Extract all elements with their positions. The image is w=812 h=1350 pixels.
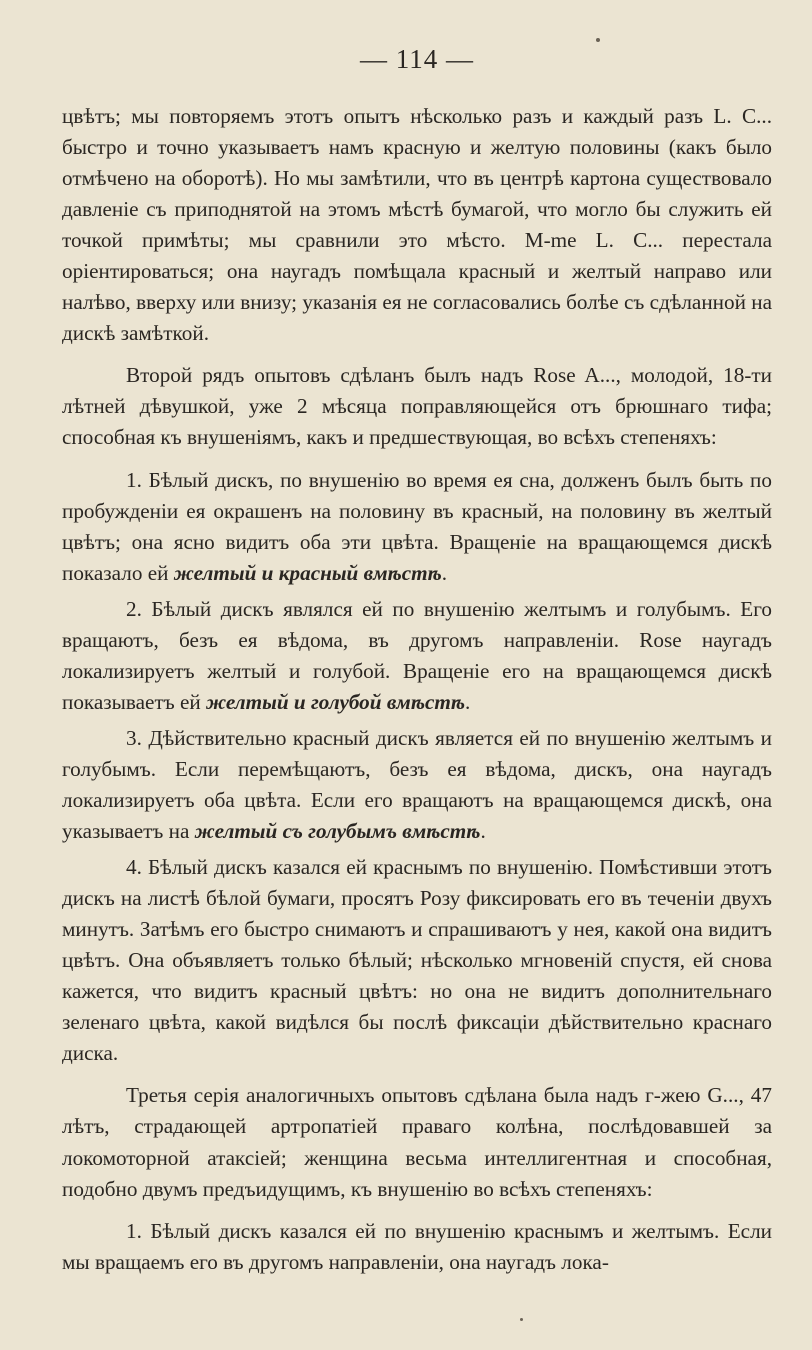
body-text	[62, 101, 772, 1278]
text-run: Второй рядъ опытовъ сдѣланъ былъ надъ Rose A..., молодой, 18-ти лѣтней дѣвушкой, уже 2 мѣсяца поправляющейся отъ брюшнаго тифа; способная къ внушеніямъ, какъ и предшествующая, во всѣхъ степеняхъ:	[62, 363, 772, 450]
emphasis-text: желтый и красный вмѣстѣ	[173, 560, 442, 585]
emphasis-text: желтый и голубой вмѣстѣ	[206, 689, 465, 714]
paragraph	[62, 360, 772, 453]
paragraph	[62, 1080, 772, 1204]
text-run: .	[464, 689, 471, 714]
page-number: — 114 —	[360, 44, 474, 74]
emphasis-text: желтый съ голубымъ вмѣстѣ	[194, 819, 481, 844]
print-speck	[520, 1318, 523, 1321]
text-run: 4. Бѣлый дискъ казался ей краснымъ по внушенію. Помѣстивши этотъ дискъ на листѣ бѣлой бумаги, просятъ Розу фиксировать его въ теченіи двухъ минутъ. Затѣмъ его быстро снимаютъ и спрашиваютъ у нея, какой она видитъ цвѣтъ. Она объявляетъ только бѣлый; нѣсколько мгновеній спустя, ей снова кажется, что видитъ красный цвѣтъ: но она не видитъ дополнительнаго зеленаго цвѣта, какой видѣлся бы послѣ фиксаціи дѣйствительно краснаго диска.	[62, 855, 772, 1066]
text-run: .	[441, 560, 448, 585]
paragraph	[62, 101, 772, 349]
text-run: Третья серія аналогичныхъ опытовъ сдѣлана была надъ г-жею G..., 47 лѣтъ, страдающей артропатіей праваго колѣна, послѣдовавшей за локомоторной атаксіей; женщина весьма интеллигентная и способная, подобно двумъ предъидущимъ, къ внушенію во всѣхъ степеняхъ:	[62, 1083, 772, 1201]
text-run: цвѣтъ; мы повторяемъ этотъ опытъ нѣсколько разъ и каждый разъ L. C... быстро и точно указываетъ намъ красную и желтую половины (какъ было отмѣчено на оборотѣ). Но мы замѣтили, что въ центрѣ картона существовало давленіе съ приподнятой на этомъ мѣстѣ бумагой, что могло бы служить ей точкой примѣты; мы сравнили это мѣсто. M-me L. C... перестала оріентироваться; она наугадъ помѣщала красный и желтый направо или налѣво, вверху или внизу; указанія ея не согласовались болѣе съ сдѣланной на дискѣ замѣткой.	[62, 104, 772, 346]
text-run: 2. Бѣлый дискъ являлся ей по внушенію желтымъ и голубымъ. Его вращаютъ, безъ ея вѣдома, въ другомъ направленіи. Rose наугадъ локализируетъ желтый и голубой. Вращеніе его на вращающемся дискѣ показываетъ ей	[62, 596, 772, 714]
paragraph	[62, 1216, 772, 1278]
text-run: 3. Дѣйствительно красный дискъ является ей по внушенію желтымъ и голубымъ. Если перемѣщаютъ, безъ ея вѣдома, дискъ, она наугадъ локализируетъ оба цвѣта. Если его вращаютъ на вращающемся дискѣ, она указываетъ на	[62, 725, 772, 844]
paragraph	[62, 465, 772, 589]
paragraph	[62, 594, 772, 718]
text-run: .	[480, 819, 486, 844]
paragraph	[62, 723, 772, 847]
print-speck	[596, 38, 600, 42]
paragraph	[62, 852, 772, 1069]
text-run: 1. Бѣлый дискъ казался ей по внушенію краснымъ и желтымъ. Если мы вращаемъ его въ другомъ направленіи, она наугадъ лока-	[62, 1218, 772, 1274]
text-run: 1. Бѣлый дискъ, по внушенію во время ея сна, долженъ былъ быть по пробужденіи ея окрашенъ на половину въ красный, на половину въ желтый цвѣтъ; она ясно видитъ оба эти цвѣта. Вращеніе на вращающемся дискѣ показало ей	[62, 467, 772, 585]
